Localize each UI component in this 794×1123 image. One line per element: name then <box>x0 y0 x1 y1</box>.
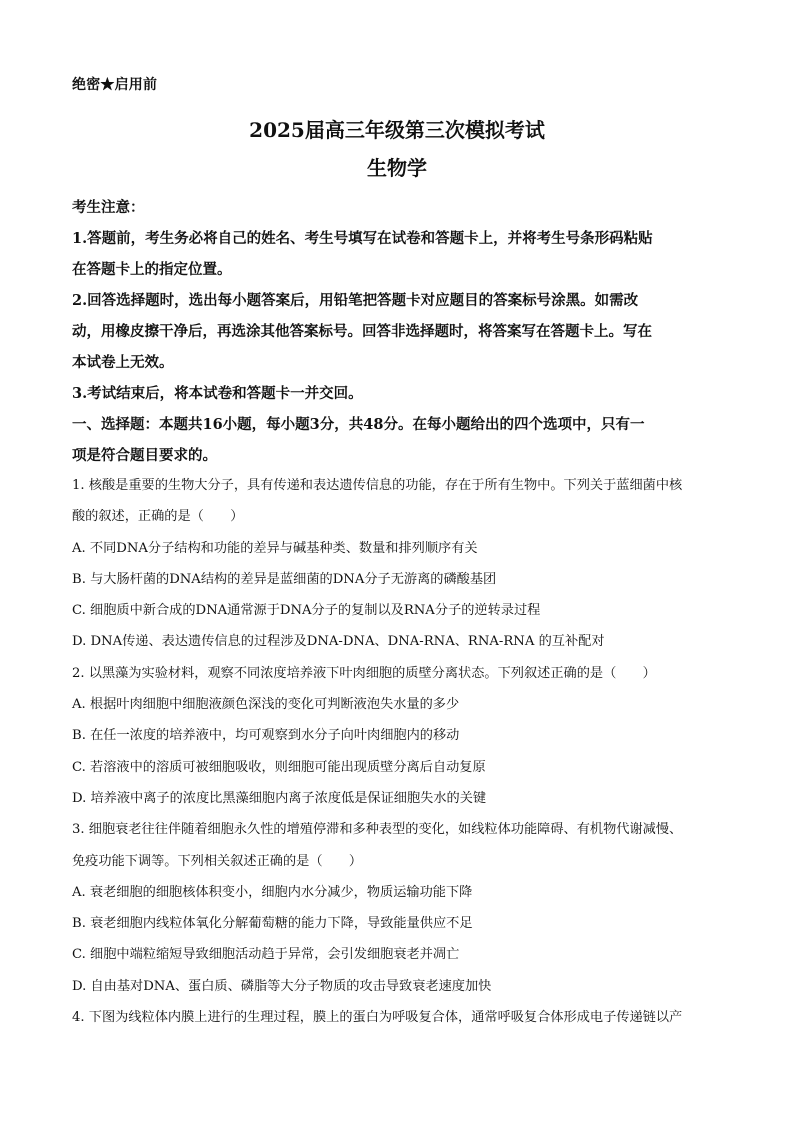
question-stem: 4. 下图为线粒体内膜上进行的生理过程，膜上的蛋白为呼吸复合体，通常呼吸复合体形成电子传递链以产 <box>72 1010 683 1026</box>
option-c: C. 细胞中端粒缩短导致细胞活动趋于异常，会引发细胞衰老并凋亡 <box>72 947 460 963</box>
question-stem: 1. 核酸是重要的生物大分子，具有传递和表达遗传信息的功能，存在于所有生物中。下列关于蓝细菌中核 <box>72 478 683 493</box>
option-b: B. 与大肠杆菌的DNA结构的差异是蓝细菌的DNA分子无游离的磷酸基团 <box>72 571 497 587</box>
option-c: C. 若溶液中的溶质可被细胞吸收，则细胞可能出现质壁分离后自动复原 <box>72 759 486 775</box>
option-a: A. 根据叶肉细胞中细胞液颜色深浅的变化可判断液泡失水量的多少 <box>72 697 460 713</box>
question-stem: 3. 细胞衰老往往伴随着细胞永久性的增殖停滞和多种表型的变化，如线粒体功能障碍、有机物代谢减慢、 <box>72 822 683 838</box>
confidential-label: 绝密★启用前 <box>72 77 158 93</box>
notice-line: 动，用橡皮擦干净后，再选涂其他答案标号。回答非选择题时，将答案写在答题卡上。写在 <box>72 323 652 340</box>
option-c: C. 细胞质中新合成的DNA通常源于DNA分子的复制以及RNA分子的逆转录过程 <box>72 603 541 619</box>
notice-line: 在答题卡上的指定位置。 <box>72 261 232 278</box>
option-a: A. 不同DNA分子结构和功能的差异与碱基种类、数量和排列顺序有关 <box>72 540 478 556</box>
section-heading: 项是符合题目要求的。 <box>72 447 217 464</box>
notice-line: 3.考试结束后，将本试卷和答题卡一并交回。 <box>72 385 363 402</box>
option-a: A. 衰老细胞的细胞核体积变小，细胞内水分减少，物质运输功能下降 <box>72 884 473 900</box>
option-d: D. 培养液中离子的浓度比黑藻细胞内离子浓度低是保证细胞失水的关键 <box>72 790 487 806</box>
notice-line: 2.回答选择题时，选出每小题答案后，用铅笔把答题卡对应题目的答案标号涂黑。如需改 <box>72 292 639 309</box>
option-b: B. 在任一浓度的培养液中，均可观察到水分子向叶肉细胞内的移动 <box>72 728 460 744</box>
notice-line: 本试卷上无效。 <box>72 354 174 371</box>
question-stem: 酸的叙述，正确的是（ ） <box>72 509 244 525</box>
question-4 <box>72 1002 732 1033</box>
question-stem: 2. 以黑藻为实验材料，观察不同浓度培养液下叶肉细胞的质壁分离状态。下列叙述正确的是（ ） <box>72 665 656 681</box>
option-b: B. 衰老细胞内线粒体氧化分解葡萄糖的能力下降，导致能量供应不足 <box>72 916 473 932</box>
question-list <box>72 470 732 1033</box>
section-heading: 一、选择题：本题共16小题，每小题3分，共48分。在每小题给出的四个选项中，只有一 <box>72 416 645 433</box>
option-d: D. DNA传递、表达遗传信息的过程涉及DNA-DNA、DNA-RNA、RNA-RNA 的互补配对 <box>72 634 605 650</box>
exam-title: 2025届高三年级第三次模拟考试 <box>249 118 545 142</box>
question-2 <box>72 658 732 814</box>
subject-title: 生物学 <box>367 156 427 180</box>
notice-line: 1.答题前，考生务必将自己的姓名、考生号填写在试卷和答题卡上，并将考生号条形码粘贴 <box>72 230 653 247</box>
option-d: D. 自由基对DNA、蛋白质、磷脂等大分子物质的攻击导致衰老速度加快 <box>72 978 492 994</box>
question-1 <box>72 470 732 658</box>
notice-heading: 考生注意： <box>72 199 145 216</box>
question-3 <box>72 814 732 1002</box>
candidate-notice <box>72 192 724 471</box>
question-stem: 免疫功能下调等。下列相关叙述正确的是（ ） <box>72 853 363 869</box>
